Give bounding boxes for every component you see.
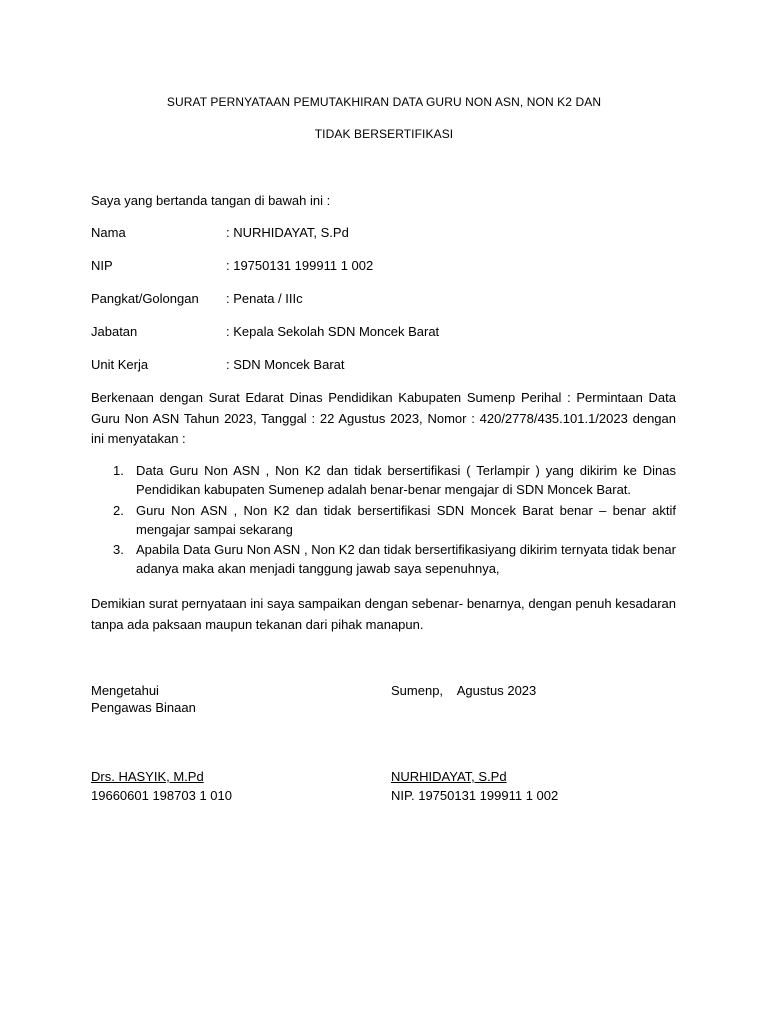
list-item-number: 2.: [113, 502, 124, 518]
list-item-number: 1.: [113, 463, 124, 478]
body-paragraph: Berkenaan dengan Surat Edarat Dinas Pendidikan Kabupaten Sumenp Perihal : Permintaan Data Guru Non ASN Tahun 2023, Tanggal : 22 Agustus 2023, Nomor : 420/2778/435.101.1/2023 dengan ini menyatakan :: [91, 390, 676, 446]
field-row-pangkat: [91, 291, 691, 310]
field-label: Nama: [91, 225, 126, 240]
field-row-jabatan: [91, 324, 691, 343]
acknowledgement-label: Mengetahui: [91, 683, 159, 698]
list-item-number: 3.: [113, 542, 124, 557]
supervisor-name: Drs. HASYIK, M.Pd: [91, 769, 204, 784]
signer-name: NURHIDAYAT, S.Pd: [391, 769, 507, 784]
signer-nip: NIP. 19750131 199911 1 002: [391, 788, 559, 803]
list-item-text: Guru Non ASN , Non K2 dan tidak bersertifikasi SDN Moncek Barat benar – benar aktif mengajar sampai sekarang: [136, 502, 676, 537]
field-label: Pangkat/Golongan: [91, 291, 199, 306]
list-item: [91, 540, 676, 578]
list-item-text: Apabila Data Guru Non ASN , Non K2 dan tidak bersertifikasiyang dikirim ternyata tidak benar adanya maka akan menjadi tanggung jawab saya sepenuhnya,: [136, 542, 676, 576]
field-value: : NURHIDAYAT, S.Pd: [226, 225, 349, 240]
field-value: : Penata / IIIc: [226, 291, 303, 306]
field-label: Unit Kerja: [91, 357, 149, 372]
statement-list: [91, 461, 676, 580]
field-row-unit-kerja: [91, 357, 691, 376]
supervisor-title: Pengawas Binaan: [91, 700, 196, 715]
field-value: : SDN Moncek Barat: [226, 357, 345, 372]
closing-paragraph: Demikian surat pernyataan ini saya sampaikan dengan sebenar- benarnya, dengan penuh kesadaran tanpa ada paksaan maupun tekanan dari pihak manapun.: [91, 596, 676, 632]
list-item: [91, 501, 676, 539]
place-date: Sumenp, Agustus 2023: [391, 683, 537, 698]
field-value: : Kepala Sekolah SDN Moncek Barat: [226, 324, 440, 339]
field-row-nama: [91, 225, 691, 244]
document-title-line-1: SURAT PERNYATAAN PEMUTAKHIRAN DATA GURU NON ASN, NON K2 DAN: [166, 95, 602, 109]
intro-text: Saya yang bertanda tangan di bawah ini :: [91, 193, 331, 208]
field-row-nip: [91, 258, 691, 277]
list-item-text: Data Guru Non ASN , Non K2 dan tidak bersertifikasi ( Terlampir ) yang dikirim ke Dinas Pendidikan kabupaten Sumenep adalah benar-benar mengajar di SDN Moncek Barat.: [136, 463, 676, 497]
document-title-line-2: TIDAK BERSERTIFIKASI: [314, 127, 454, 141]
supervisor-nip: 19660601 198703 1 010: [91, 788, 232, 803]
field-label: Jabatan: [91, 324, 138, 339]
field-label: NIP: [91, 258, 113, 273]
list-item: [91, 461, 676, 499]
field-value: : 19750131 199911 1 002: [226, 258, 374, 273]
